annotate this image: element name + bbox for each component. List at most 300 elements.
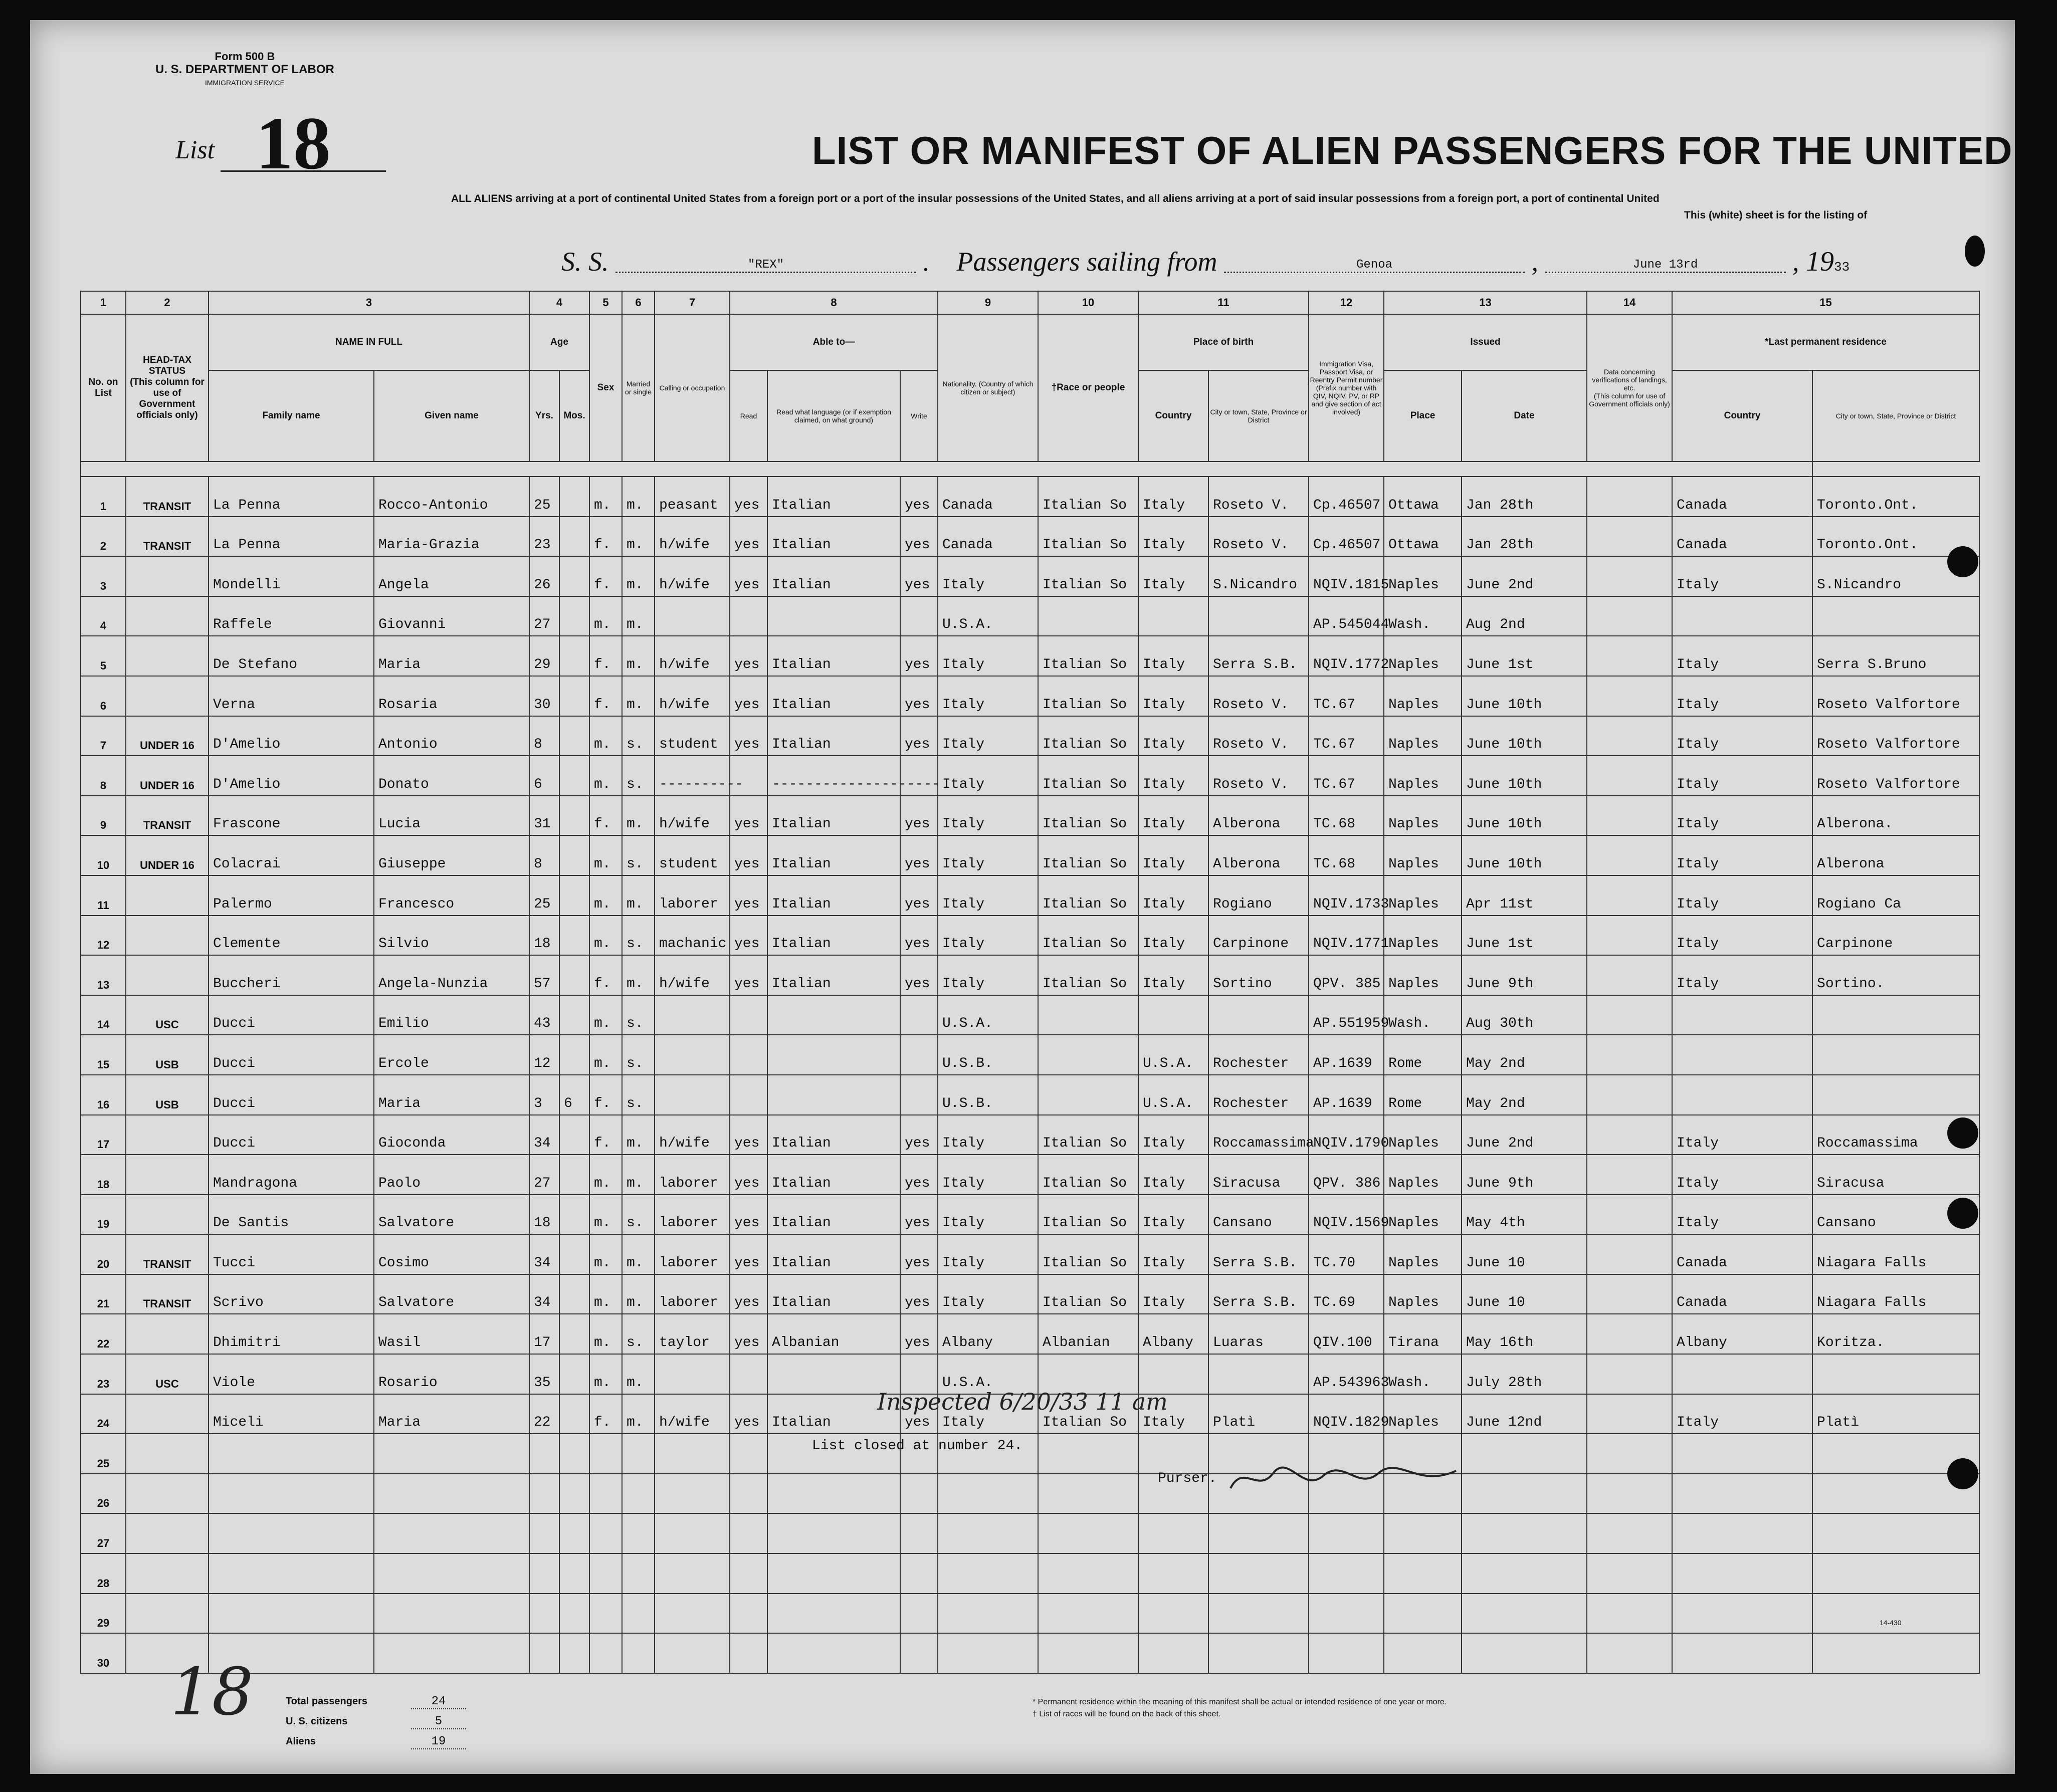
residence-city: Roseto Valfortore [1812,756,1979,796]
age-months [559,1594,589,1634]
family-name: De Santis [209,1195,374,1235]
table-row [81,875,1979,916]
can-write: yes [900,1274,938,1314]
row-number: 2 [81,517,126,557]
family-name: D'Amelio [209,716,374,756]
marital-status: s. [622,995,655,1035]
birth-country: U.S.A. [1138,1035,1208,1075]
residence-country: Italy [1672,1115,1812,1155]
can-write: yes [900,1115,938,1155]
sex: f. [589,796,622,836]
margin-handwritten-number: 18 [170,1654,254,1730]
marital-status: s. [622,756,655,796]
row-number: 17 [81,1115,126,1155]
col-sex: Sex [589,314,622,462]
table-row [81,916,1979,956]
nationality: Italy [938,796,1038,836]
race: Italian So [1038,1195,1138,1235]
verification-data [1587,1553,1672,1594]
issued-place: Naples [1384,756,1462,796]
given-name [374,1553,529,1594]
sex [589,1553,622,1594]
issued-date: May 2nd [1462,1035,1587,1075]
can-read: yes [730,477,767,517]
row-number: 22 [81,1314,126,1354]
occupation [655,1354,730,1394]
residence-country [1672,1035,1812,1075]
race [1038,1633,1138,1673]
race [1038,1474,1138,1514]
read-language: Italian [767,796,900,836]
read-language: Italian [767,517,900,557]
footnote-residence: * Permanent residence within the meaning of this manifest shall be actual or intended residence of one year or more. [1033,1698,1447,1706]
age-years [529,1553,559,1594]
total-passengers-label: Total passengers [286,1696,368,1707]
marital-status: s. [622,835,655,875]
issued-date: Jan 28th [1462,517,1587,557]
row-number: 7 [81,716,126,756]
table-row [81,1594,1979,1634]
issued-date: June 9th [1462,1155,1587,1195]
occupation [655,1474,730,1514]
us-citizens-value: 5 [411,1715,466,1729]
can-read [730,1075,767,1115]
residence-city: Rogiano Ca [1812,875,1979,916]
verification-data [1587,1354,1672,1394]
can-write: yes [900,955,938,995]
verifications-note: (This column for use of Government officials only) [1589,392,1670,408]
residence-city: Cansano [1812,1195,1979,1235]
visa-number: QIV.100 [1309,1314,1384,1354]
departure-port: Genoa [1224,258,1525,273]
row-number: 3 [81,556,126,596]
head-tax-status: USB [126,1075,209,1115]
residence-city: Roseto Valfortore [1812,716,1979,756]
family-name: Frascone [209,796,374,836]
given-name: Cosimo [374,1234,529,1274]
nationality: Italy [938,1195,1038,1235]
nationality: U.S.B. [938,1075,1038,1115]
age-years: 30 [529,676,559,716]
birth-city: Platì [1208,1394,1309,1434]
row-number: 29 [81,1594,126,1634]
family-name: Clemente [209,916,374,956]
read-language: Italian [767,955,900,995]
given-name: Emilio [374,995,529,1035]
verification-data [1587,1234,1672,1274]
race: Italian So [1038,955,1138,995]
age-months [559,1354,589,1394]
read-language: Italian [767,676,900,716]
given-name: Donato [374,756,529,796]
table-row [81,796,1979,836]
read-language: Italian [767,1155,900,1195]
age-months [559,875,589,916]
can-read: yes [730,1314,767,1354]
sex: m. [589,1234,622,1274]
verification-data [1587,1035,1672,1075]
residence-country: Italy [1672,955,1812,995]
can-write: yes [900,636,938,676]
birth-city: Rochester [1208,1075,1309,1115]
visa-number: NQIV.1771 [1309,916,1384,956]
head-tax-status [126,596,209,636]
can-write: yes [900,716,938,756]
form-number: Form 500 B [215,50,275,63]
birth-country: Italy [1138,955,1208,995]
colnum-10: 10 [1038,291,1138,314]
aliens-value: 19 [411,1735,466,1749]
age-years: 31 [529,796,559,836]
visa-number: AP.1639 [1309,1075,1384,1115]
family-name: Miceli [209,1394,374,1434]
table-row [81,1195,1979,1235]
can-write: yes [900,835,938,875]
verification-data [1587,556,1672,596]
head-tax-status: TRANSIT [126,477,209,517]
occupation [655,1035,730,1075]
birth-city: Roseto V. [1208,517,1309,557]
marital-status: m. [622,955,655,995]
occupation: peasant [655,477,730,517]
occupation: h/wife [655,796,730,836]
issued-date [1462,1633,1587,1673]
visa-number [1309,1513,1384,1553]
age-years [529,1474,559,1514]
birth-city: Roseto V. [1208,477,1309,517]
age-years [529,1594,559,1634]
colnum-7: 7 [655,291,730,314]
age-years: 25 [529,477,559,517]
list-label: List [175,136,215,164]
head-tax-status [126,1115,209,1155]
row-number: 13 [81,955,126,995]
can-read [730,596,767,636]
table-row [81,716,1979,756]
marital-status [622,1594,655,1634]
age-years: 12 [529,1035,559,1075]
family-name [209,1553,374,1594]
read-language [767,1513,900,1553]
row-number: 15 [81,1035,126,1075]
birth-country: Italy [1138,916,1208,956]
table-row [81,756,1979,796]
occupation: h/wife [655,636,730,676]
residence-country [1672,1434,1812,1474]
issued-place: Naples [1384,1274,1462,1314]
ship-name: "REX" [615,258,916,273]
age-months [559,835,589,875]
issued-place: Rome [1384,1035,1462,1075]
can-read: yes [730,796,767,836]
col-verifications [1587,314,1672,462]
marital-status: m. [622,796,655,836]
spacer-cell [81,462,1812,477]
sex: m. [589,1274,622,1314]
age-years: 8 [529,716,559,756]
sex: f. [589,1075,622,1115]
marital-status: m. [622,1274,655,1314]
occupation [655,1513,730,1553]
verification-data [1587,1594,1672,1634]
signature-scribble [1228,1463,1459,1498]
sex [589,1434,622,1474]
col-write: Write [900,370,938,462]
can-read [730,1553,767,1594]
colnum-13: 13 [1384,291,1587,314]
row-number: 23 [81,1354,126,1394]
given-name: Salvatore [374,1195,529,1235]
birth-city: Siracusa [1208,1155,1309,1195]
age-months [559,556,589,596]
given-name: Paolo [374,1155,529,1195]
birth-country: Italy [1138,477,1208,517]
verification-data [1587,995,1672,1035]
marital-status [622,1474,655,1514]
family-name: De Stefano [209,636,374,676]
residence-country [1672,1513,1812,1553]
age-years: 27 [529,1155,559,1195]
sex: m. [589,875,622,916]
head-tax-status [126,676,209,716]
table-row [81,676,1979,716]
can-write: yes [900,796,938,836]
marital-status: m. [622,556,655,596]
family-name: Buccheri [209,955,374,995]
occupation: h/wife [655,1115,730,1155]
residence-country: Italy [1672,1195,1812,1235]
residence-country: Italy [1672,796,1812,836]
colnum-5: 5 [589,291,622,314]
nationality: Italy [938,636,1038,676]
head-tax-status: UNDER 16 [126,835,209,875]
residence-city [1812,1594,1979,1634]
birth-country [1138,995,1208,1035]
head-tax-status [126,955,209,995]
read-language: Albanian [767,1314,900,1354]
race: Italian So [1038,1234,1138,1274]
sex: f. [589,636,622,676]
col-issued-date: Date [1462,370,1587,462]
issued-date: June 1st [1462,916,1587,956]
residence-country: Italy [1672,835,1812,875]
residence-city: Alberona [1812,835,1979,875]
can-write [900,1075,938,1115]
race: Italian So [1038,477,1138,517]
age-months [559,995,589,1035]
birth-country: U.S.A. [1138,1075,1208,1115]
manifest-title: LIST OR MANIFEST OF ALIEN PASSENGERS FOR THE UNITED [812,128,2013,172]
sex: m. [589,835,622,875]
birth-country [1138,1513,1208,1553]
row-number: 27 [81,1513,126,1553]
issued-date: June 10th [1462,796,1587,836]
table-row [81,636,1979,676]
occupation [655,1594,730,1634]
read-language: Italian [767,716,900,756]
issued-date: May 16th [1462,1314,1587,1354]
age-months [559,517,589,557]
read-language [767,1474,900,1514]
occupation: laborer [655,875,730,916]
race: Italian So [1038,716,1138,756]
marital-status: s. [622,916,655,956]
nationality [938,1513,1038,1553]
age-years: 23 [529,517,559,557]
table-row [81,1434,1979,1474]
birth-city: Serra S.B. [1208,1234,1309,1274]
head-tax-status: TRANSIT [126,1234,209,1274]
department-name: U. S. DEPARTMENT OF LABOR [155,63,334,76]
birth-country: Italy [1138,676,1208,716]
occupation: machanic [655,916,730,956]
family-name: Mandragona [209,1155,374,1195]
residence-country: Italy [1672,875,1812,916]
visa-number: NQIV.1829 [1309,1394,1384,1434]
nationality [938,1594,1038,1634]
birth-city: S.Nicandro [1208,556,1309,596]
race [1038,1434,1138,1474]
birth-country: Italy [1138,756,1208,796]
marital-status: m. [622,596,655,636]
residence-country [1672,1474,1812,1514]
nationality: Italy [938,835,1038,875]
given-name: Antonio [374,716,529,756]
family-name: Scrivo [209,1274,374,1314]
residence-country: Italy [1672,716,1812,756]
birth-country: Italy [1138,1195,1208,1235]
marital-status [622,1553,655,1594]
table-row [81,556,1979,596]
given-name: Angela [374,556,529,596]
age-months [559,1155,589,1195]
marital-status: s. [622,1314,655,1354]
read-language [767,596,900,636]
head-tax-status [126,636,209,676]
colnum-4: 4 [529,291,589,314]
row-number: 28 [81,1553,126,1594]
verification-data [1587,756,1672,796]
birth-country [1138,1594,1208,1634]
colnum-15: 15 [1672,291,1979,314]
can-read [730,1513,767,1553]
race: Italian So [1038,875,1138,916]
issued-date: June 10 [1462,1234,1587,1274]
can-write [900,596,938,636]
age-months [559,1394,589,1434]
given-name: Rosario [374,1354,529,1394]
issued-date: Jan 28th [1462,477,1587,517]
issued-date: July 28th [1462,1354,1587,1394]
can-write [900,995,938,1035]
can-read [730,995,767,1035]
birth-country [1138,1633,1208,1673]
issued-date: May 2nd [1462,1075,1587,1115]
marital-status: m. [622,477,655,517]
issued-place [1384,1633,1462,1673]
column-number-row [81,291,1979,314]
sex: f. [589,1115,622,1155]
verification-data [1587,1314,1672,1354]
family-name: D'Amelio [209,756,374,796]
visa-number: TC.69 [1309,1274,1384,1314]
voyage-line: S. S. "REX" . Passengers sailing from Genoa , June 13rd , 1933 [561,246,1850,277]
race: Italian So [1038,835,1138,875]
residence-city [1812,1075,1979,1115]
family-name [209,1474,374,1514]
given-name [374,1594,529,1634]
verification-data [1587,875,1672,916]
nationality: Italy [938,955,1038,995]
issued-date: June 9th [1462,955,1587,995]
birth-country [1138,1434,1208,1474]
can-write: yes [900,517,938,557]
col-able-to: Able to— [730,314,938,370]
occupation [655,1075,730,1115]
nationality: Albany [938,1314,1038,1354]
age-years: 3 [529,1075,559,1115]
residence-country: Canada [1672,1234,1812,1274]
given-name: Rocco-Antonio [374,477,529,517]
birth-city: Luaras [1208,1314,1309,1354]
nationality: Canada [938,477,1038,517]
head-tax-status: TRANSIT [126,517,209,557]
col-birth-country: Country [1138,370,1208,462]
birth-country: Italy [1138,556,1208,596]
marital-status: s. [622,716,655,756]
verification-data [1587,955,1672,995]
sex: m. [589,1155,622,1195]
issued-place: Tirana [1384,1314,1462,1354]
issued-date: June 10 [1462,1274,1587,1314]
nationality: Italy [938,676,1038,716]
age-months [559,1035,589,1075]
age-months [559,1474,589,1514]
read-language: Italian [767,556,900,596]
age-years [529,1513,559,1553]
head-tax-status [126,1513,209,1553]
age-months [559,1115,589,1155]
table-row [81,1633,1979,1673]
table-row [81,1474,1979,1514]
colnum-9: 9 [938,291,1038,314]
can-write: yes [900,1394,938,1434]
row-number: 4 [81,596,126,636]
residence-country: Italy [1672,1155,1812,1195]
header-spacer-row [81,462,1979,477]
age-months [559,716,589,756]
given-name: Maria [374,636,529,676]
marital-status: s. [622,1195,655,1235]
occupation: taylor [655,1314,730,1354]
visa-number: TC.67 [1309,716,1384,756]
marital-status: m. [622,1115,655,1155]
head-tax-status [126,1155,209,1195]
col-birth-city: City or town, State, Province or District [1208,370,1309,462]
residence-country: Albany [1672,1314,1812,1354]
nationality: U.S.A. [938,995,1038,1035]
row-number: 26 [81,1474,126,1514]
verification-data [1587,716,1672,756]
read-language [767,1075,900,1115]
birth-city: Roseto V. [1208,716,1309,756]
table-row [81,955,1979,995]
punch-hole [1947,1458,1978,1489]
nationality: Italy [938,1155,1038,1195]
given-name: Maria [374,1394,529,1434]
table-row [81,596,1979,636]
list-number-block [175,102,331,185]
